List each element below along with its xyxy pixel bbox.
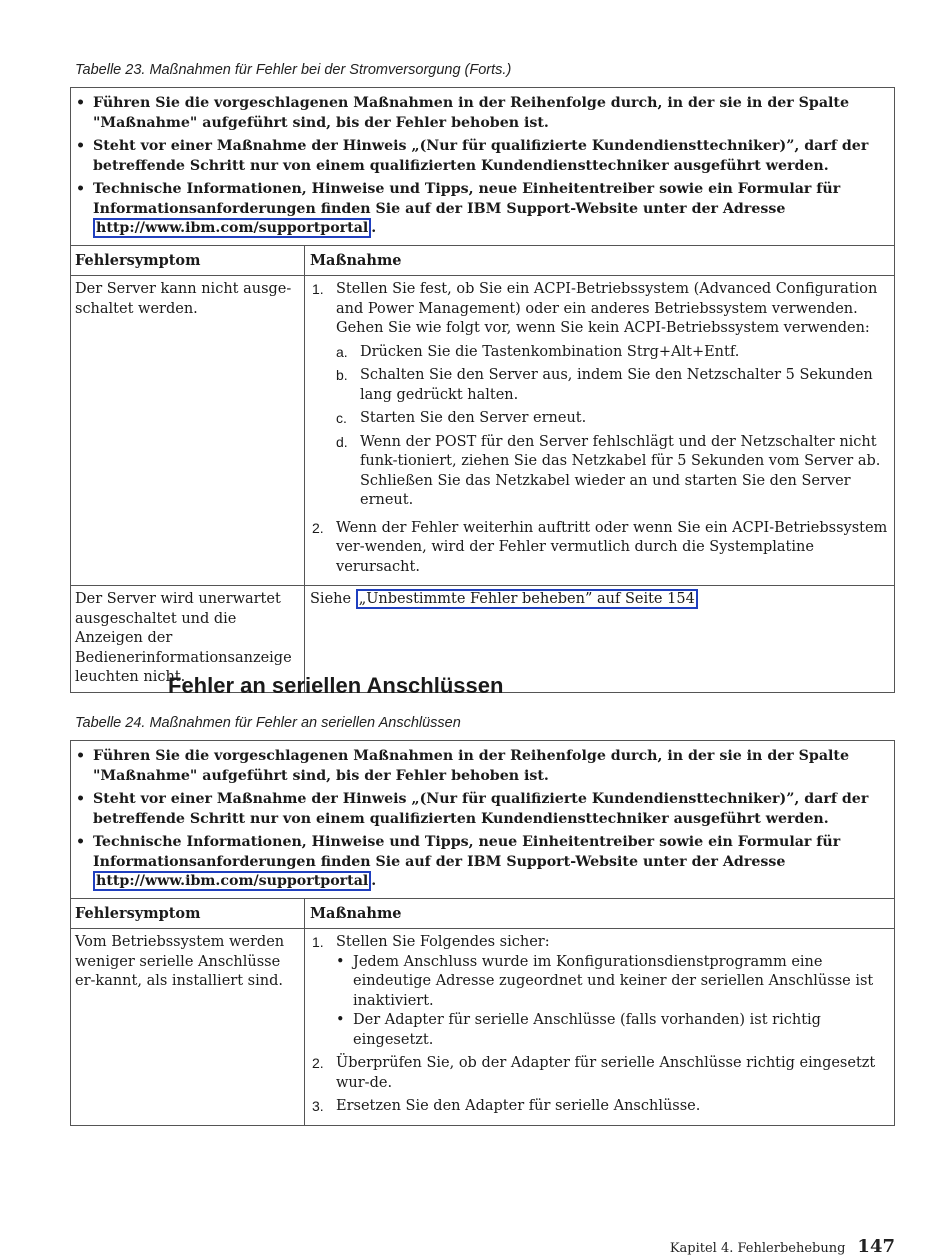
note: • Technische Informationen, Hinweise und Tipps, neue Einheitentreiber sowie ein Formular für Informationsanforderungen finden Sie auf der IBM Support-Website unter der Adresse http://www.ibm.com/supportportal .: [75, 180, 886, 239]
table23-caption: Tabelle 23. Maßnahmen für Fehler bei der Stromversorgung (Forts.): [75, 62, 512, 78]
sub-list-item: b. Schalten Sie den Server aus, indem Sie den Netzschalter 5 Sekunden lang gedrückt halten.: [336, 367, 873, 403]
list-item: 1. Stellen Sie fest, ob Sie ein ACPI-Betriebssystem (Advanced Configuration and Power Management) oder ein anderes Betriebssystem verwenden. Gehen Sie wie folgt vor, wenn Sie kein ACPI-Betriebssystem verwenden: a. Drücken Sie die Tastenkombination Strg+Alt+Entf. b. Schalten Sie den Server aus, indem Sie den Netzschalter 5 Sekunden lang gedrückt halten. c. Starten Sie den Server erneut. d. Wenn der POST für den Server fehlschlägt und der Netzschalter nicht funk-tioniert, ziehen Sie das Netzkabel für 5 Sekunden vom Server ab. Schließen Sie das Netzkabel wieder an und starten Sie den Server erneut.: [310, 280, 888, 515]
table23: [70, 87, 895, 693]
note: • Steht vor einer Maßnahme der Hinweis „(Nur für qualifizierte Kundendiensttechniker)”, darf der betreffende Schritt nur von einem qualifizierten Kundendiensttechniker ausgeführt werden.: [75, 790, 886, 829]
bullet-icon: •: [336, 1012, 345, 1028]
page-footer: [670, 1236, 895, 1257]
bullet-icon: •: [76, 791, 86, 807]
chapter-label: Kapitel 4. Fehlerbehebung: [669, 1241, 846, 1256]
list-item: 2. Überprüfen Sie, ob der Adapter für serielle Anschlüsse richtig eingesetzt wur-de.: [312, 1055, 876, 1091]
list-item: 3. Ersetzen Sie den Adapter für serielle Anschlüsse.: [312, 1098, 701, 1114]
table24-notes: [71, 741, 894, 899]
bullet-icon: •: [76, 748, 86, 764]
table23-notes: [71, 88, 894, 246]
sub-list: [336, 343, 888, 511]
action-header: Maßnahme: [310, 904, 402, 922]
table24: [70, 740, 895, 1126]
section-title: Fehler an seriellen Anschlüssen: [168, 673, 504, 698]
ibm-support-link[interactable]: http://www.ibm.com/supportportal: [93, 871, 371, 891]
bullet-item: • Der Adapter für serielle Anschlüsse (falls vorhanden) ist richtig eingesetzt.: [336, 1011, 888, 1050]
page-number: 147: [857, 1236, 895, 1257]
bullet-icon: •: [76, 834, 86, 850]
note: • Steht vor einer Maßnahme der Hinweis „(Nur für qualifizierte Kundendiensttechniker)”, darf der betreffende Schritt nur von einem qualifizierten Kundendiensttechniker ausgeführt werden.: [75, 137, 886, 176]
table-row: [71, 928, 894, 1125]
note: • Technische Informationen, Hinweise und Tipps, neue Einheitentreiber sowie ein Formular für Informationsanforderungen finden Sie auf der IBM Support-Website unter der Adresse http://www.ibm.com/supportportal .: [75, 833, 886, 892]
symptom-cell: Der Server wird unerwartet ausgeschaltet und die Anzeigen der Bedienerinformationsanzeige leuchten nicht.: [71, 586, 305, 692]
symptom-header: Fehlersymptom: [71, 899, 305, 929]
list-item: 1. Stellen Sie Folgendes sicher: • Jedem Anschluss wurde im Konfigurationsdienstprogramm eine eindeutige Adresse zugeordnet und keiner der seriellen Anschlüsse ist inaktiviert. • Der Adapter für serielle Anschlüsse (falls vorhanden) ist richtig eingesetzt.: [310, 933, 888, 1050]
symptom-cell: Vom Betriebssystem werden weniger serielle Anschlüsse er-kannt, als installiert sind.: [71, 929, 305, 1125]
sub-list-item: c. Starten Sie den Server erneut.: [336, 410, 587, 426]
note: • Führen Sie die vorgeschlagenen Maßnahmen in der Reihenfolge durch, in der sie in der Spalte "Maßnahme" aufgeführt sind, bis der Fehler behoben ist.: [75, 747, 886, 786]
table-header-row: [71, 246, 894, 276]
bullet-icon: •: [336, 953, 345, 970]
symptom-header: Fehlersymptom: [71, 246, 305, 276]
note: • Führen Sie die vorgeschlagenen Maßnahmen in der Reihenfolge durch, in der sie in der Spalte "Maßnahme" aufgeführt sind, bis der Fehler behoben ist.: [75, 94, 886, 133]
table-header-row: [71, 899, 894, 929]
ibm-support-link[interactable]: http://www.ibm.com/supportportal: [93, 218, 371, 238]
action-cell: Siehe „Unbestimmte Fehler beheben” auf Seite 154: [305, 586, 894, 692]
action-cell: [305, 929, 894, 1125]
table-row: [71, 275, 894, 585]
table24-caption: Tabelle 24. Maßnahmen für Fehler an seriellen Anschlüssen: [75, 715, 461, 731]
bullet-icon: •: [76, 138, 86, 154]
sub-list-item: a. Drücken Sie die Tastenkombination Strg+Alt+Entf.: [336, 343, 740, 360]
sub-list-item: d. Wenn der POST für den Server fehlschlägt und der Netzschalter nicht funk-tioniert, ziehen Sie das Netzkabel für 5 Sekunden vom Server ab. Schließen Sie das Netzkabel wieder an und starten Sie den Server erneut.: [336, 433, 881, 508]
action-header: Maßnahme: [310, 251, 402, 269]
unbestimmte-fehler-link[interactable]: „Unbestimmte Fehler beheben” auf Seite 154: [356, 589, 698, 609]
list-item: 2. Wenn der Fehler weiterhin auftritt oder wenn Sie ein ACPI-Betriebssystem ver-wenden, wird der Fehler vermutlich durch die Systemplatine verursacht.: [312, 519, 888, 575]
bullet-icon: •: [76, 181, 86, 197]
action-cell: [305, 276, 894, 585]
bullet-icon: •: [76, 95, 86, 111]
bullet-item: • Jedem Anschluss wurde im Konfigurationsdienstprogramm eine eindeutige Adresse zugeordnet und keiner der seriellen Anschlüsse ist inaktiviert.: [336, 953, 888, 1012]
symptom-cell: Der Server kann nicht ausge-schaltet werden.: [71, 276, 305, 585]
